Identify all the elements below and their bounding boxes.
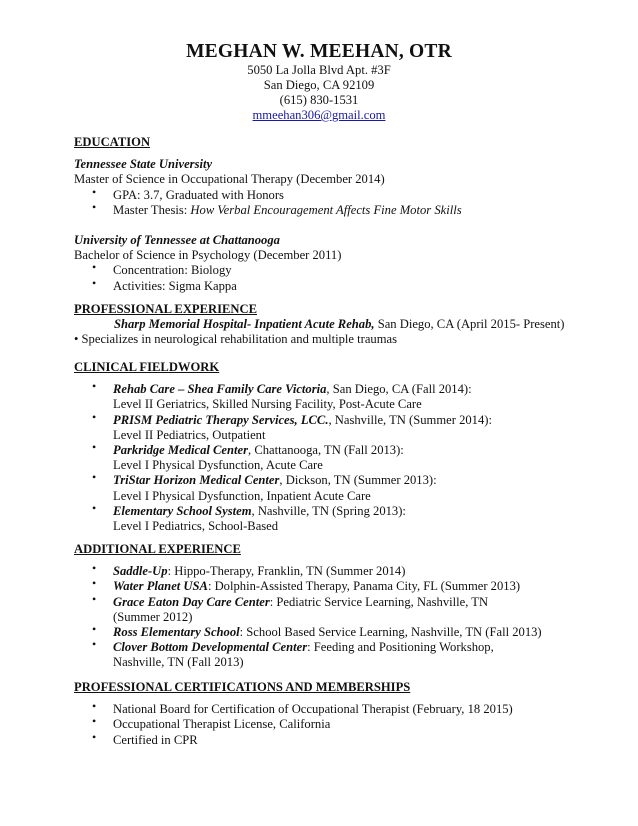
address-line-1: 5050 La Jolla Blvd Apt. #3F: [247, 63, 391, 77]
degree: Bachelor of Science in Psychology (December 2011): [74, 248, 342, 263]
education-section: [74, 135, 574, 294]
list-item: • Occupational Therapist License, California: [88, 717, 574, 732]
job-details: San Diego, CA (April 2015- Present): [374, 317, 565, 332]
fieldwork-desc: Level II Geriatrics, Skilled Nursing Facility, Post-Acute Care: [113, 397, 422, 412]
list-item: [88, 443, 574, 473]
school-name: Tennessee State University: [74, 157, 213, 172]
job-bullet: • Specializes in neurological rehabilitation and multiple traumas: [74, 332, 398, 347]
employer-name: Sharp Memorial Hospital- Inpatient Acute Rehab,: [114, 317, 375, 332]
education-heading: EDUCATION: [74, 135, 151, 149]
fieldwork-desc: Level II Pediatrics, Outpatient: [113, 427, 266, 442]
site-name: TriStar Horizon Medical Center: [113, 473, 280, 488]
site-name: Grace Eaton Day Care Center: [113, 594, 270, 609]
list-item: • GPA: 3.7, Graduated with Honors: [88, 188, 574, 203]
site-name: PRISM Pediatric Therapy Services, LCC.: [113, 412, 329, 427]
list-item: [88, 579, 574, 594]
certifications-list: [74, 702, 574, 748]
school-bullets: [74, 188, 574, 218]
thesis-title: How Verbal Encouragement Affects Fine Motor Skills: [190, 202, 462, 217]
site-name: Rehab Care – Shea Family Care Victoria: [113, 382, 327, 397]
list-item: • Activities: Sigma Kappa: [88, 279, 574, 294]
site-details-cont: (Summer 2012): [113, 609, 193, 624]
fieldwork-desc: Level I Physical Dysfunction, Acute Care: [113, 458, 323, 473]
fieldwork-desc: Level I Physical Dysfunction, Inpatient Acute Care: [113, 488, 371, 503]
fieldwork-desc: Level I Pediatrics, School-Based: [113, 519, 279, 534]
site-name: Clover Bottom Developmental Center: [113, 640, 308, 655]
list-item: [88, 640, 574, 670]
candidate-name: MEGHAN W. MEEHAN, OTR: [186, 41, 452, 62]
thesis-label: Master Thesis:: [113, 202, 191, 217]
school-name: University of Tennessee at Chattanooga: [74, 233, 280, 248]
list-item: [88, 413, 574, 443]
additional-list: [74, 564, 574, 670]
list-item: [88, 595, 574, 625]
additional-experience-section: [74, 542, 574, 671]
site-name: Parkridge Medical Center: [113, 443, 249, 458]
site-details: , Nashville, TN (Summer 2014):: [328, 412, 492, 427]
email-link[interactable]: mmeehan306@gmail.com: [252, 108, 386, 122]
site-details: : School Based Service Learning, Nashville, TN (Fall 2013): [239, 625, 542, 640]
list-item: • Concentration: Biology: [88, 263, 574, 278]
site-name: Elementary School System: [113, 503, 252, 518]
site-details: : Feeding and Positioning Workshop,: [307, 640, 494, 655]
site-details: , San Diego, CA (Fall 2014):: [326, 382, 472, 397]
list-item: • National Board for Certification of Occupational Therapist (February, 18 2015): [88, 702, 574, 717]
list-item: [88, 625, 574, 640]
clinical-fieldwork-section: [74, 360, 574, 534]
site-name: Ross Elementary School: [113, 625, 240, 640]
list-item: [88, 473, 574, 503]
resume-header: [0, 40, 638, 123]
certifications-heading: PROFESSIONAL CERTIFICATIONS AND MEMBERSHIPS: [74, 680, 411, 694]
professional-experience-heading: PROFESSIONAL EXPERIENCE: [74, 302, 257, 316]
site-details: , Dickson, TN (Summer 2013):: [279, 473, 437, 488]
site-details: : Dolphin-Assisted Therapy, Panama City, FL (Summer 2013): [207, 579, 521, 594]
address-line-2: San Diego, CA 92109: [263, 78, 375, 92]
list-item: [88, 504, 574, 534]
site-name: Water Planet USA: [113, 579, 208, 594]
degree: Master of Science in Occupational Therapy (December 2014): [74, 172, 385, 187]
fieldwork-list: [74, 382, 574, 534]
school-bullets: [74, 263, 574, 293]
list-item: [88, 382, 574, 412]
list-item: [88, 564, 574, 579]
list-item: • Certified in CPR: [88, 733, 574, 748]
list-item: [88, 203, 574, 218]
site-name: Saddle-Up: [113, 564, 168, 579]
site-details: : Pediatric Service Learning, Nashville, TN: [269, 594, 489, 609]
professional-experience-section: [74, 302, 574, 348]
phone-number: (615) 830-1531: [279, 93, 359, 107]
clinical-fieldwork-heading: CLINICAL FIELDWORK: [74, 360, 220, 374]
site-details-cont: Nashville, TN (Fall 2013): [113, 655, 244, 670]
additional-experience-heading: ADDITIONAL EXPERIENCE: [74, 542, 241, 556]
job-entry: [74, 317, 574, 332]
site-details: , Chattanooga, TN (Fall 2013):: [248, 443, 404, 458]
site-details: : Hippo-Therapy, Franklin, TN (Summer 2014): [167, 564, 406, 579]
certifications-section: [74, 680, 574, 748]
site-details: , Nashville, TN (Spring 2013):: [251, 503, 406, 518]
